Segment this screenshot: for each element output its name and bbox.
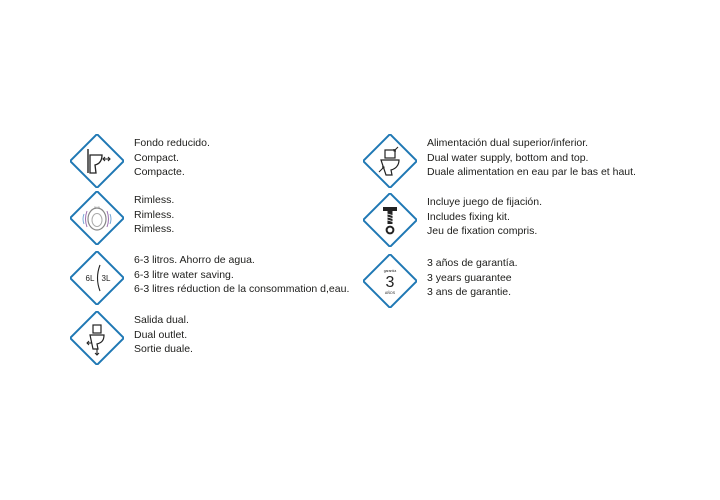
feature-line: Jeu de fixation compris. [427, 225, 538, 238]
feature-line: 6-3 litres réduction de la consommation d,eau. [134, 283, 350, 296]
feature-rimless [70, 191, 174, 245]
feature-line: 6-3 litros. Ahorro de agua. [134, 254, 255, 266]
feature-fixing-kit-text [427, 195, 542, 239]
feature-line: Sortie duale. [134, 343, 193, 356]
svg-text:≋≋: ≋≋ [93, 205, 101, 210]
feature-line: Alimentación dual superior/inferior. [427, 137, 589, 149]
feature-fixing-kit [363, 193, 542, 247]
guarantee-3-years-icon [363, 254, 417, 308]
dual-flush-6-3-icon [70, 251, 124, 305]
feature-water-saving [70, 251, 349, 305]
feature-line: 3 years guarantee [427, 271, 512, 284]
feature-guarantee-text [427, 256, 518, 300]
feature-line: Dual outlet. [134, 328, 188, 341]
feature-line: Includes fixing kit. [427, 210, 510, 223]
feature-water-saving-text [134, 253, 349, 297]
dual-water-supply-icon [363, 134, 417, 188]
feature-compact [70, 134, 210, 188]
feature-compact-text [134, 136, 210, 180]
feature-line: Salida dual. [134, 314, 189, 326]
feature-line: Rimless. [134, 194, 175, 206]
feature-line: Duale alimentation en eau par le bas et haut. [427, 166, 636, 179]
feature-dual-water-supply-text [427, 136, 636, 180]
icon-label-anos: AÑOS [384, 291, 396, 295]
feature-line: 3 ans de garantie. [427, 286, 512, 299]
feature-line: Fondo reducido. [134, 137, 210, 149]
feature-line: Incluye juego de fijación. [427, 196, 542, 208]
feature-line: 6-3 litre water saving. [134, 268, 234, 281]
icon-label-3: 3 [385, 274, 395, 291]
feature-line: Compacte. [134, 166, 185, 179]
icon-label-3l: 3L [101, 274, 111, 283]
feature-dual-outlet-text [134, 313, 193, 357]
feature-line: Rimless. [134, 208, 175, 221]
icon-label-6l: 6L [85, 274, 95, 283]
compact-toilet-icon [70, 134, 124, 188]
feature-line: Dual water supply, bottom and top. [427, 151, 589, 164]
fixing-kit-icon [363, 193, 417, 247]
feature-line: Rimless. [134, 223, 175, 236]
feature-line: Compact. [134, 151, 179, 164]
feature-line: 3 años de garantía. [427, 257, 518, 269]
dual-outlet-icon [70, 311, 124, 365]
feature-guarantee [363, 254, 518, 308]
feature-dual-water-supply [363, 134, 636, 188]
feature-rimless-text [134, 193, 174, 237]
rimless-bowl-icon [70, 191, 124, 245]
feature-dual-outlet [70, 311, 193, 365]
icon-label-guarantee: garantía [383, 269, 397, 273]
